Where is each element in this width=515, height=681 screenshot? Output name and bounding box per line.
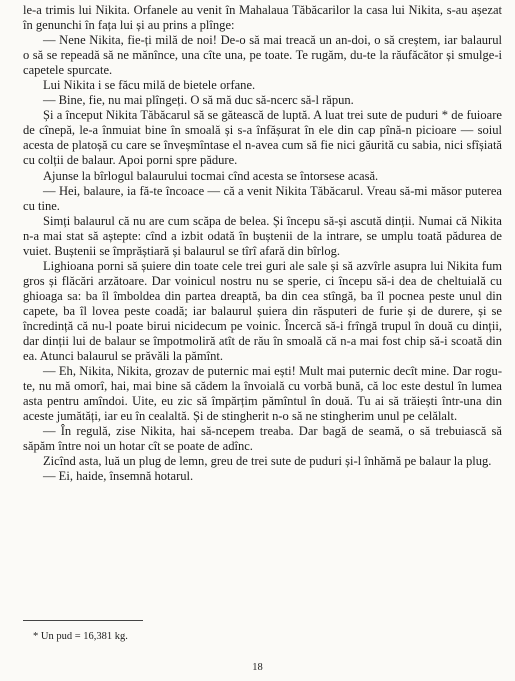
paragraph: Simți balaurul că nu are cum scăpa de belea. Și începu să-și ascută dinții. Numai că Nikita n-a mai stat să aștepte: cînd a izbit odată în buștenii de la intrare, se umplu toată pădurea de vuiet. Buștenii se împrăștiară și balaurul se tîrî afară din bîrlog. bbox=[23, 213, 502, 258]
paragraph: Ajunse la bîrlogul balaurului tocmai cînd acesta se întorsese acasă. bbox=[43, 168, 379, 183]
paragraph: — Bine, fie, nu mai plîngeți. O să mă duc să-ncerc să-l răpun. bbox=[43, 93, 354, 108]
footnote: * Un pud = 16,381 kg. bbox=[33, 631, 128, 642]
paragraph: — În regulă, zise Nikita, hai să-ncepem treaba. Dar bagă de seamă, o să trebuiască să săpăm între noi un hotar cît se poate de adînc. bbox=[23, 424, 502, 454]
paragraph: le-a trimis lui Nikita. Orfanele au venit în Mahalaua Tăbăcarilor la casa lui Nikita, s-au așezat în genunchi în fața lui și au prins a plînge: bbox=[23, 3, 502, 33]
paragraph: — Ei, haide, însemnă hotarul. bbox=[43, 469, 194, 484]
paragraph: Zicînd asta, luă un plug de lemn, greu de trei sute de puduri și-l înhămă pe balaur la plug. bbox=[43, 454, 492, 469]
paragraph: Lui Nikita i se făcu milă de bietele orfane. bbox=[43, 78, 256, 93]
page-number: 18 bbox=[252, 662, 263, 673]
paragraph: — Eh, Nikita, Nikita, grozav de puternic mai ești! Mult mai puternic decît mine. Dar rogu-te, nu mă omorî, hai, mai bine să cădem la învoială cu vorbă bună, că loc este destul în lumea asta pentru amîndoi. Uite, eu zic să împărțim pămîntul în două. Tu ai să trăiești într-una din aceste jumătăți, iar eu în cealaltă. Și de stingherit n-o să ne stingherim unul pe celălalt. bbox=[23, 364, 502, 424]
paragraph: — Nene Nikita, fie-ți milă de noi! De-o să mai treacă un an-doi, o să creștem, iar balaurul o să se repeadă să ne mănînce, una cîte una, pe toate. Te rugăm, du-te la răufăcător și smulge-i capetele spurcate. bbox=[23, 33, 502, 78]
body-text bbox=[23, 3, 502, 485]
paragraph: Lighioana porni să șuiere din toate cele trei guri ale sale și să azvîrle asupra lui Nikita fum gros și flăcări arzătoare. Dar voinicul nostru nu se sperie, ci începu să-i dea de cheltuială cu ghioaga sa: ba îl îmboldea din partea dreaptă, ba din cea stîngă, ba îl pocnea peste unul din capete, ba îl lovea peste coadă; iar balaurul șuiera din răsputeri de furie și de durere, și se încredință că nu-l poate birui nicidecum pe voinic. Încercă să-i frîngă trupul în două cu dinții, dar dinții lui de balaur se împotmoliră atît de rău în smoală că n-a mai fost chip să-i scoată din ea. Atunci balaurul se prăvăli la pămînt. bbox=[23, 258, 502, 364]
paragraph: Și a început Nikita Tăbăcarul să se gătească de luptă. A luat trei sute de puduri * de fuioare de cînepă, le-a înmuiat bine în smoală și s-a înfășurat în ele din cap pînă-n picioare — soiul acesta de platoșă cu care se înveșmîntase el n-avea cum să fie nici găurită cu sabia, nici sfîșiată cu colții de balaur. Apoi porni spre pădure. bbox=[23, 108, 502, 168]
paragraph: — Hei, balaure, ia fă-te încoace — că a venit Nikita Tăbăcarul. Vreau să-mi măsor puterea cu tine. bbox=[23, 183, 502, 213]
footnote-divider bbox=[23, 620, 143, 621]
